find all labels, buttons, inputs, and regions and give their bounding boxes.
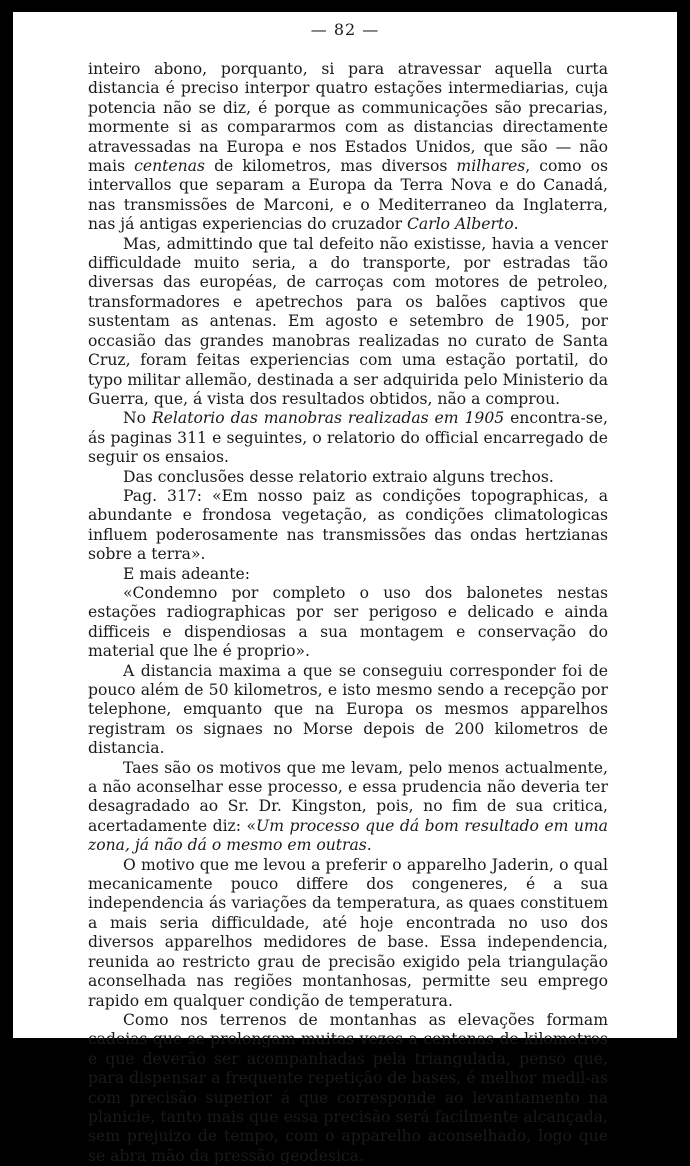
- italic-report-title: Relatorio das manobras realizadas em 1905: [151, 409, 505, 428]
- text-run: , como os intervallos que separam a Europa da Terra Nova e do Canadá, nas transmissões de Marconi, e o Mediterraneo da Inglaterra, nas já antigas experiencias do cruzador: [88, 157, 609, 234]
- paragraph-4: Das conclusões desse relatorio extraio alguns trechos.: [123, 467, 554, 486]
- paragraph-8: A distancia maxima a que se conseguiu corresponder foi de pouco além de 50 kilometros, e isto mesmo sendo a recepção por telephone, emquanto que na Europa os mesmos apparelhos registram os signaes no Morse depois de 200 kilometros de distancia.: [88, 661, 608, 758]
- italic-text: milhares: [456, 157, 526, 176]
- document-page: [13, 12, 677, 1165]
- italic-text: centenas: [134, 157, 205, 176]
- text-run: .: [513, 215, 519, 234]
- text-run: No: [123, 409, 152, 428]
- paragraph-6: E mais adeante:: [123, 564, 250, 583]
- paragraph-10: O motivo que me levou a preferir o apparelho Jaderin, o qual mecanicamente pouco differe dos congeneres, é a sua independencia ás variações da temperatura, as quaes constituem a mais seria difficuldade, até hoje encontrada no uso dos diversos apparelhos medidores de base. Essa independencia, reunida ao restricto grau de precisão exigido pela triangulação aconselhada nas regiões montanhosas, permitte seu emprego rapido em qualquer condição de temperatura.: [88, 855, 608, 1010]
- text-run: Taes são os motivos que me levam, pelo menos actualmente, a não aconselhar esse processo, e essa prudencia não deveria ter desagradado ao Sr. Dr. Kingston, pois, no fim de sua critica, acertadamente diz: «: [88, 758, 608, 835]
- text-run: inteiro abono, porquanto, si para atravessar aquella curta distancia é preciso interpor quatro estações intermediarias, cuja potencia não se diz, é porque as communicações são precarias, mormente si as compararmos com as distancias directamente atravessadas na Europa e nos Estados Unidos, que são — não mais: [88, 60, 608, 176]
- italic-ship-name: Carlo Alberto: [407, 215, 514, 234]
- paragraph-7-quote: «Condemno por completo o uso dos balonetes nestas estações radiographicas por ser perigoso e delicado e ainda difficeis e dispendiosas a sua montagem e conservação do material que lhe é proprio».: [88, 583, 608, 661]
- paragraph-3: [88, 409, 608, 467]
- text-run: de kilometros, mas diversos: [205, 157, 457, 176]
- italic-quote: Um processo que dá bom resultado em uma zona, já não dá o mesmo em outras.: [88, 816, 608, 855]
- text-run: encontra-se, ás paginas 311 e seguintes, o relatorio do official encarregado de seguir os ensaios.: [88, 409, 608, 467]
- page-number: — 82 —: [310, 20, 380, 39]
- paragraph-1: [88, 60, 608, 235]
- paragraph-11: Como nos terrenos de montanhas as elevações formam cadeias que se prolongam muitas vezes a centenas de kilometros e que deverão ser acompanhadas pela triangulada, penso que, para dispensar a frequente repetição de bases, é melhor medil-as com precisão superior á que corresponde ao levantamento na planicie, tanto mais que essa precisão será facilmente alcançada, sem prejuizo de tempo, com o apparelho aconselhado, logo que se abra mão da pressão geodesica.: [88, 1010, 608, 1165]
- page-body: [88, 60, 608, 1166]
- paragraph-9: [88, 759, 608, 856]
- paragraph-2: Mas, admittindo que tal defeito não existisse, havia a vencer difficuldade muito seria, a do transporte, por estradas tão diversas das européas, de carroças com motores de petroleo, transformadores e apetrechos para os balões captivos que sustentam as antenas. Em agosto e setembro de 1905, por occasião das grandes manobras realizadas no curato de Santa Cruz, foram feitas experiencias com uma estação portatil, do typo militar allemão, destinada a ser adquirida pelo Ministerio da Guerra, que, á vista dos resultados obtidos, não a comprou.: [88, 234, 609, 408]
- paragraph-5-quote: Pag. 317: «Em nosso paiz as condições topographicas, a abundante e frondosa vegetação, as condições climatologicas influem poderosamente nas transmissões das ondas hertzianas sobre a terra».: [88, 486, 608, 564]
